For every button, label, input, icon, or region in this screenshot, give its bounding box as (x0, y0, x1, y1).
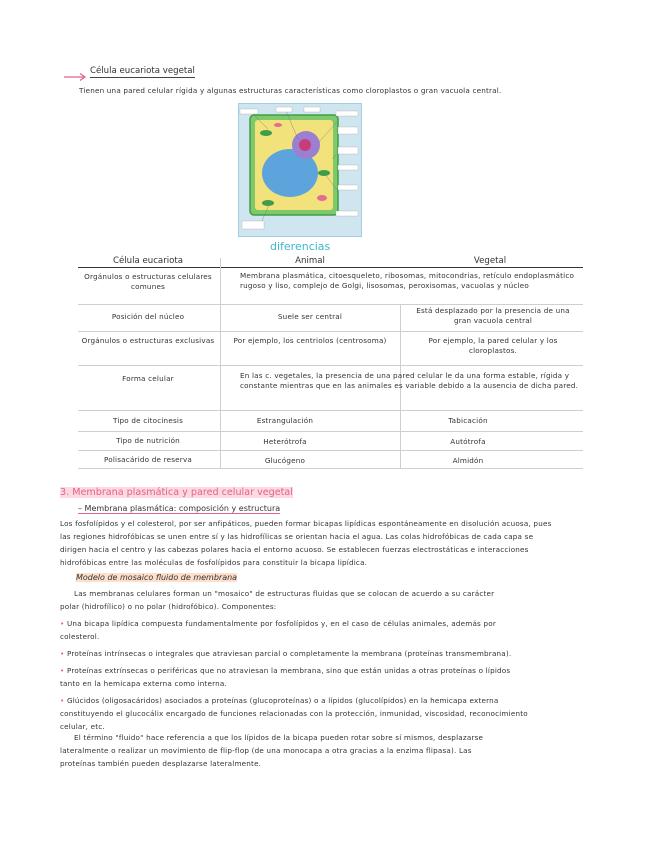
section3-subtitle: – Membrana plasmática: composición y estructura (78, 504, 281, 513)
text-line: Una bicapa lipídica compuesta fundamentalmente por fosfolípidos y, en el caso de células animales, además por (66, 619, 497, 628)
table-divider (78, 365, 583, 366)
table-cell-span: Membrana plasmática, citoesqueleto, ribosomas, mitocondrias, retículo endoplasmático rugoso y liso, complejo de Golgi, lisosomas, peroxisomas, vacuolas y núcleo (240, 271, 575, 290)
list-item (60, 694, 588, 733)
table-cell-vegetal: Tabicación (448, 416, 488, 425)
table-divider (78, 331, 583, 332)
paragraph (60, 587, 588, 613)
table-divider (78, 431, 583, 432)
section-title: Célula eucariota vegetal (90, 66, 195, 76)
paragraph (60, 517, 588, 569)
bullet-dot-icon: • (60, 696, 65, 705)
table-row-label: Forma celular (122, 374, 174, 383)
table-col-divider (220, 258, 221, 468)
table-divider (78, 410, 583, 411)
bullet-dot-icon: • (60, 666, 65, 675)
bullet-list (60, 617, 588, 733)
table-cell-animal: Por ejemplo, los centriolos (centrosoma) (233, 336, 387, 345)
table-row-label: Tipo de citocinesis (112, 416, 184, 425)
text-line: hidrofóbicas entre las moléculas de fosfolípidos para constituir la bicapa lipídica. (60, 558, 368, 567)
paragraph (60, 731, 588, 770)
list-item (60, 617, 588, 643)
table-cell-span: En las c. vegetales, la presencia de una pared celular le da una forma estable, rígida y constante mientras que en las animales es variable debido a la ausencia de dicha pared. (240, 371, 579, 390)
table-cell-animal: Estrangulación (256, 416, 314, 425)
bullet-dot-icon: • (60, 619, 65, 628)
intro-text: Tienen una pared celular rígida y algunas estructuras características como cloroplastos o gran vacuola central. (79, 86, 502, 95)
text-line: lateralmente o realizar un movimiento de flip-flop (de una monocapa a otra gracias a la enzima flipasa). Las (60, 746, 472, 755)
table-divider (78, 468, 583, 469)
table-cell-vegetal: Está desplazado por la presencia de una gran vacuola central (416, 306, 570, 325)
table-header-animal: Animal (295, 256, 325, 266)
table-row-label: Polisacárido de reserva (103, 455, 193, 464)
section3-title: 3. Membrana plasmática y pared celular vegetal (60, 487, 293, 498)
text-line: celular, etc. (60, 722, 105, 731)
table-cell-animal: Suele ser central (277, 312, 343, 321)
table-row-label: Orgánulos o estructuras exclusivas (81, 336, 215, 345)
table-header-cell: Célula eucariota (112, 256, 184, 266)
table-row-label: Orgánulos o estructuras celulares comunes (84, 272, 212, 291)
model-title: Modelo de mosaico fluido de membrana (76, 573, 238, 582)
text-line: constituyendo el glucocálix encargado de funciones relacionadas con la protección, inmunidad, viscosidad, reconocimiento (60, 709, 528, 718)
bullet-dot-icon: • (60, 649, 65, 658)
text-line: dirigen hacia el centro y las cabezas polares hacia el entorno acuoso. Se establecen fuerzas electrostáticas e interacciones (60, 545, 529, 554)
table-divider (78, 267, 583, 268)
text-line: Las membranas celulares forman un "mosaico" de estructuras fluidas que se colocan de acuerdo a su carácter (74, 589, 495, 598)
text-line: proteínas también pueden desplazarse lateralmente. (60, 759, 262, 768)
text-line: Proteínas intrínsecas o integrales que atraviesan parcial o completamente la membrana (proteínas transmembrana). (66, 649, 512, 658)
list-item (60, 647, 588, 660)
text-line: las regiones hidrofóbicas se unen entre sí y las hidrofílicas se orientan hacia el agua. Las colas hidrofóbicas de cada capa se (60, 532, 534, 541)
text-line: Proteínas extrínsecas o periféricas que no atraviesan la membrana, sino que están unidas a otras proteínas o lípidos (66, 666, 511, 675)
table-title: diferencias (270, 240, 331, 253)
table-cell-vegetal: Por ejemplo, la pared celular y los cloroplastos. (428, 336, 558, 355)
table-cell-vegetal: Almidón (452, 456, 484, 465)
text-line: Los fosfolípidos y el colesterol, por ser anfipáticos, pueden formar bicapas lipídicas espontáneamente en disolución acuosa, pues (60, 519, 552, 528)
text-line: colesterol. (60, 632, 100, 641)
table-cell-vegetal: Autótrofa (450, 437, 486, 446)
table-cell-animal: Heterótrofa (263, 437, 307, 446)
table-divider (78, 304, 583, 305)
table-row-label: Tipo de nutrición (116, 436, 180, 445)
text-line: Glúcidos (oligosacáridos) asociados a proteínas (glucoproteínas) o a lípidos (glucolípidos) en la hemicapa externa (66, 696, 499, 705)
title-arrow-icon (64, 67, 88, 77)
table-row-label: Posición del núcleo (111, 312, 185, 321)
table-divider (78, 450, 583, 451)
table-header-vegetal: Vegetal (473, 256, 507, 266)
text-line: El término "fluido" hace referencia a que los lípidos de la bicapa pueden rotar sobre sí mismos, desplazarse (74, 733, 484, 742)
plant-cell-diagram (238, 103, 362, 237)
text-line: polar (hidrofílico) o no polar (hidrofóbico). Componentes: (60, 602, 277, 611)
table-cell-animal: Glucógeno (264, 456, 306, 465)
list-item (60, 664, 588, 690)
text-line: tanto en la hemicapa externa como interna. (60, 679, 227, 688)
